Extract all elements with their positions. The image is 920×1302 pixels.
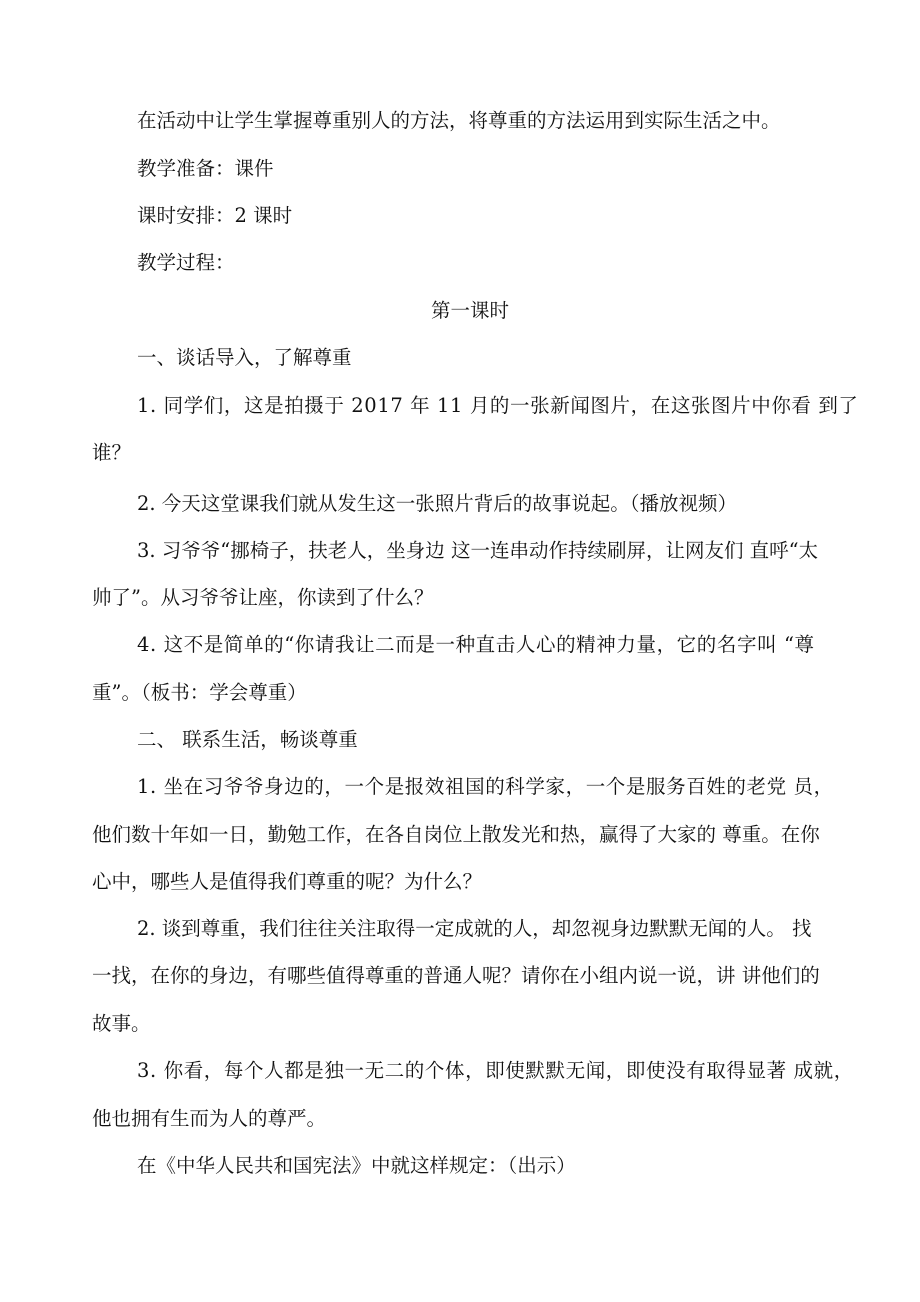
lesson-arrangement: 课时安排：2 课时: [137, 204, 293, 227]
teaching-preparation: 教学准备：课件: [137, 157, 274, 180]
paragraph-line: 2. 今天这堂课我们就从发生这一张照片背后的故事说起。（播放视频）: [137, 492, 738, 515]
paragraph-line: 2. 谈到尊重，我们往往关注取得一定成就的人，却忽视身边默默无闻的人。 找: [137, 917, 812, 940]
paragraph-line: 在《中华人民共和国宪法》中就这样规定：（出示）: [137, 1154, 576, 1177]
section-heading-2: 二、 联系生活，畅谈尊重: [137, 728, 358, 751]
paragraph-line: 他也拥有生而为人的尊严。: [92, 1107, 327, 1130]
paragraph-line: 1. 坐在习爷爷身边的，一个是报效祖国的科学家，一个是服务百姓的老党 员，: [137, 775, 834, 798]
paragraph-line: 1. 同学们，这是拍摄于 2017 年 11 月的一张新闻图片，在这张图片中你看 到了: [137, 394, 859, 417]
paragraph-line: 重”。（板书：学会尊重）: [92, 681, 307, 704]
paragraph-line: 一找，在你的身边，有哪些值得尊重的普通人呢？请你在小组内说一说，讲 讲他们的: [92, 964, 820, 987]
paragraph-line: 4. 这不是简单的“你请我让二而是一种直击人心的精神力量，它的名字叫 “尊: [137, 633, 815, 656]
paragraph-line: 谁？: [92, 441, 132, 464]
paragraph-line: 心中，哪些人是值得我们尊重的呢？为什么？: [92, 870, 483, 893]
paragraph-line: 帅了”。从习爷爷让座，你读到了什么？: [92, 586, 434, 609]
paragraph-line: 在活动中让学生掌握尊重别人的方法，将尊重的方法运用到实际生活之中。: [137, 109, 781, 132]
paragraph-line: 3. 习爷爷“挪椅子，扶老人，坐身边 这一连串动作持续刷屏，让网友们 直呼“太: [137, 539, 819, 562]
section-heading-1: 一、谈话导入，了解尊重: [137, 346, 352, 369]
paragraph-line: 3. 你看，每个人都是独一无二的个体，即使默默无闻，即使没有取得显著 成就，: [137, 1059, 854, 1082]
paragraph-line: 故事。: [92, 1012, 151, 1035]
lesson-title: 第一课时: [431, 299, 510, 322]
paragraph-line: 他们数十年如一日，勤勉工作，在各自岗位上散发光和热，赢得了大家的 尊重。在你: [92, 823, 820, 846]
teaching-process-heading: 教学过程：: [137, 251, 235, 274]
